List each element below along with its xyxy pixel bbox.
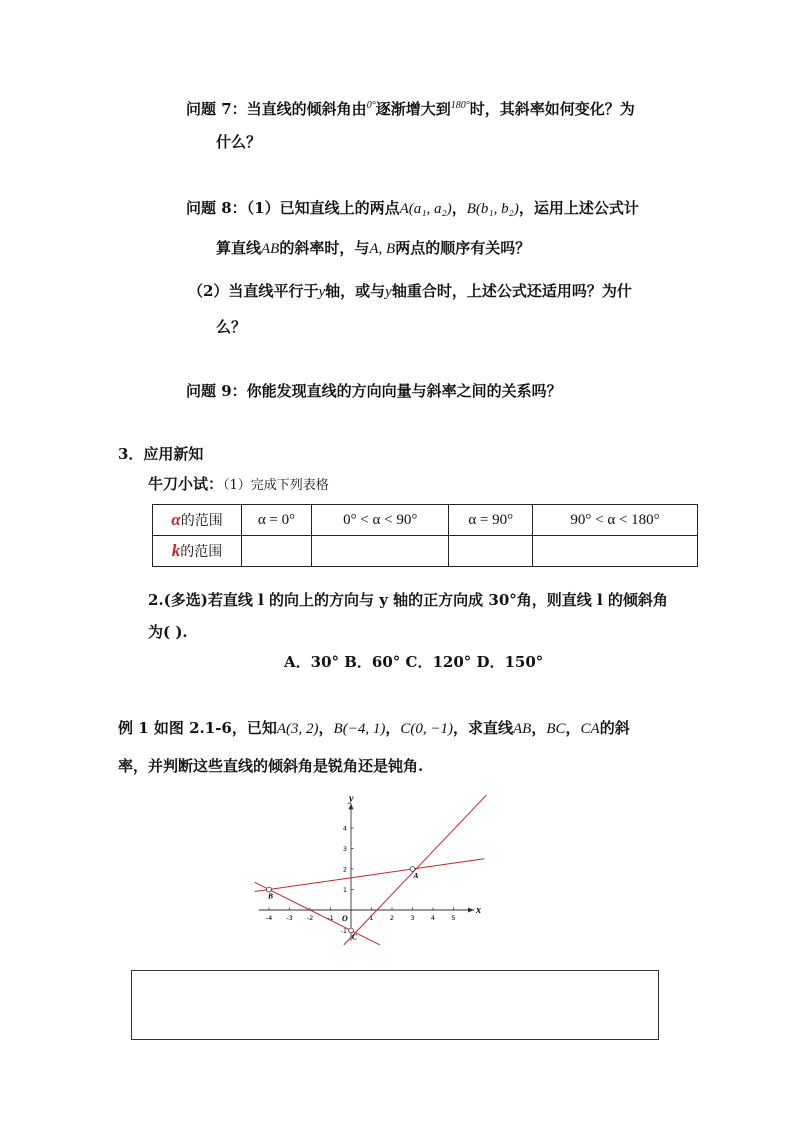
point-label-c: C [352,932,358,942]
x-tick-label: -2 [306,914,314,922]
row-head-k [153,536,242,567]
answer-box[interactable] [131,970,659,1040]
mc-stem-2: 为( ). [148,623,188,641]
ex-line-bc: BC [546,721,566,737]
table-cell: α = 90° [449,505,533,536]
q8-text-7: 轴，或与 [325,282,386,300]
question-9 [186,381,562,401]
alpha-var: α [171,510,181,529]
q8-sep: ， [451,199,467,217]
question-7 [186,96,635,119]
x-tick-label: 3 [410,914,415,922]
q7-text-3: 时，其斜率如何变化？为 [469,100,635,118]
table-row [153,505,698,536]
ex-line-ab: AB [512,721,532,737]
origin-label: O [342,914,348,923]
x-tick-label: -3 [286,914,293,922]
table-cell: α = 0° [242,505,312,536]
x-tick-label: 4 [430,914,436,922]
example-1: 例 1 如图 2.1-6，已知A(3, 2)，B(−4, 1)，C(0, −1)，求直线AB，BC，CA的斜 [118,719,630,737]
answer-cell[interactable] [449,536,533,567]
q8-text-5: 两点的顺序有关吗？ [395,239,531,257]
q7-text-2: 逐渐增大到 [375,100,451,118]
ex-text-1: 例 1 如图 2.1-6，已知 [118,719,277,737]
q8-ab2: A, B [369,241,396,257]
question-8-part1-line2 [216,238,530,259]
y-axis-label: y [349,793,354,805]
question-8-part2 [188,281,632,302]
q8-label: 问题 8 [186,199,232,217]
section-3-title: 3．应用新知 [118,445,204,463]
q8-text-8: 轴重合时，上述公式还适用吗？为什 [391,282,632,300]
q8-y1: y [318,284,326,300]
trial-line [148,474,329,496]
q8-text-4: 的斜率时，与 [279,239,370,257]
ex-line-ca: CA [580,721,600,737]
point-label-b: B [268,891,274,901]
question-8-part1 [186,198,639,219]
row-head-alpha [153,505,242,536]
line-bc [255,882,380,945]
trial-text: （1）完成下列表格 [223,478,329,493]
x-tick-label: -4 [265,914,273,922]
x-tick-label: 2 [389,914,395,922]
q8-text-6: （2）当直线平行于 [188,282,319,300]
trial-label: 牛刀小试： [148,475,224,493]
x-tick-label: 1 [369,914,374,922]
ex-point-a: A(3, 2) [276,721,319,737]
line-ab [255,859,485,892]
y-tick-label: 4 [342,824,347,833]
q7-deg0: 0° [366,100,376,111]
q7-deg180: 180° [450,100,470,111]
example-1-line2: 率，并判断这些直线的倾斜角是锐角还是钝角. [118,757,424,775]
y-tick-label: 3 [342,845,347,853]
table-cell: 90° < α < 180° [533,505,698,536]
ex-point-b: B(−4, 1) [333,721,386,737]
y-tick-label: -1 [340,927,347,935]
row-head-text: 的范围 [180,513,223,529]
ex-point-c: C(0, −1) [400,721,453,737]
q8-ab: AB [261,241,280,257]
q8-point-b: B(b₁, b₂) [466,201,519,217]
x-axis-arrow [468,908,474,913]
q9-text: ：你能发现直线的方向向量与斜率之间的关系吗？ [231,382,562,400]
q8-text-3: 算直线 [216,239,262,257]
q9-label: 问题 9 [186,382,232,400]
ex-text-3: 的斜 [599,719,630,737]
q8-part2-line2: 么？ [216,318,247,336]
range-table [152,504,698,567]
mc-options: A．30° B．60° C．120° D．150° [284,653,544,671]
y-tick-label: 2 [342,865,347,874]
q7-line2: 什么？ [216,133,262,151]
answer-cell[interactable] [242,536,312,567]
table-cell: 0° < α < 90° [311,505,448,536]
point-label-a: A [413,871,419,880]
k-var: k [171,541,181,560]
x-tick-label: -1 [327,914,334,922]
q8-point-a: A(a₁, a₂) [399,201,452,217]
coordinate-figure [250,792,490,952]
x-tick-label: 5 [451,914,456,922]
x-axis-label: x [476,905,481,916]
q7-label: 问题 7 [186,100,232,118]
answer-cell[interactable] [311,536,448,567]
ex-text-2: ，求直线 [452,719,513,737]
q7-text-1: ：当直线的倾斜角由 [231,100,367,118]
q8-y2: y [385,284,392,300]
y-tick-label: 1 [342,886,347,894]
answer-cell[interactable] [533,536,698,567]
q8-text-1: ：（1）已知直线上的两点 [231,199,400,217]
row-head-text: 的范围 [180,544,223,560]
mc-stem: 2.(多选)若直线 l 的向上的方向与 y 轴的正方向成 30°角，则直线 l 的倾斜角 [148,591,668,609]
q8-text-2: ，运用上述公式计 [518,199,639,217]
table-row [153,536,698,567]
